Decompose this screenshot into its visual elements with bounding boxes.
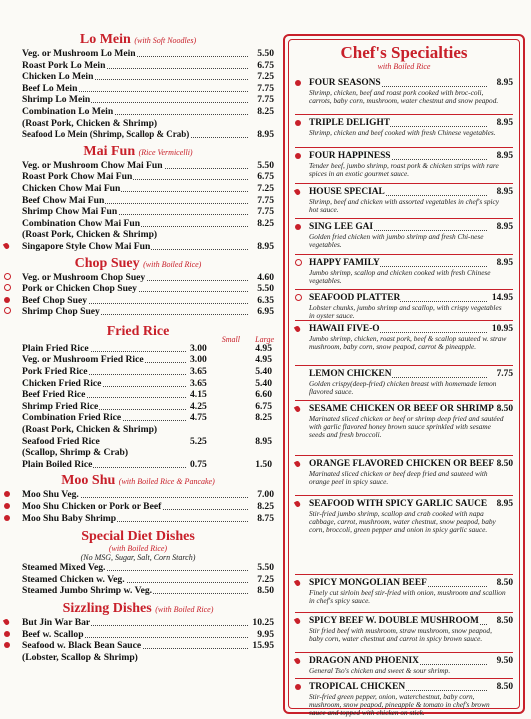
lo-mein-subtitle: (with Soft Noodles): [134, 36, 197, 45]
specialty-description: Shrimp, beef and chicken with assorted vegetables in chef's spicy hot sauce.: [309, 197, 500, 215]
menu-item: [0, 272, 276, 284]
item-name: Combination Chow Mai Fun: [22, 217, 141, 229]
menu-item: [0, 436, 276, 448]
item-name: Moo Shu Veg.: [22, 489, 79, 501]
filled-dot-icon: [4, 640, 10, 652]
filled-dot-icon: [4, 295, 10, 307]
filled-dot-icon: [295, 118, 301, 129]
menu-item: [0, 501, 276, 513]
menu-item: [0, 640, 276, 652]
fried-rice-list: [0, 343, 276, 471]
divider: [295, 612, 513, 613]
specialty-name: HAWAII FIVE-O: [309, 324, 380, 334]
item-name: Seafood Fried Rice: [22, 435, 100, 447]
diet-heading: [0, 529, 276, 544]
filled-dot-icon: [295, 222, 301, 233]
divider: [295, 254, 513, 255]
item-price: 7.75: [257, 206, 274, 218]
sizzling-title: Sizzling Dishes: [62, 600, 152, 616]
chop-suey-title: Chop Suey: [74, 255, 140, 271]
specialty-price: 8.95: [496, 187, 513, 197]
item-name: Moo Shu Chicken or Pork or Beef: [22, 501, 162, 512]
spicy-pepper-icon: [295, 404, 301, 415]
item-name: Seafood Lo Mein (Shrimp, Scallop & Crab): [22, 129, 190, 140]
moo-shu-subtitle: (with Boiled Rice & Pancake): [118, 477, 215, 487]
specialty-price: 8.95: [496, 258, 513, 268]
specialty-description: Finely cut sirloin beef stir-fried with onion, mushroom and scallion in chef's spicy sauce.: [309, 588, 506, 606]
menu-item: [0, 48, 276, 60]
specialty-name-row: [295, 118, 513, 129]
item-name: Veg. or Mushroom Chop Suey: [22, 271, 146, 283]
item-price: 9.95: [257, 628, 274, 640]
item-name: Veg. or Mushroom Lo Mein: [22, 48, 136, 59]
item-name: But Jin War Bar: [22, 616, 91, 628]
divider: [295, 455, 513, 456]
moo-shu-heading: [0, 473, 276, 489]
specialty-name-row: [295, 682, 513, 693]
small-price: 5.25: [190, 435, 207, 447]
menu-item: [0, 241, 276, 253]
divider: [295, 114, 513, 115]
chef-specialties-subtitle: with Boiled Rice: [377, 62, 431, 71]
item-name: Steamed Jumbo Shrimp w. Veg.: [22, 585, 153, 597]
small-price: 3.00: [190, 342, 207, 354]
item-name: (Roast Pork, Chicken & Shrimp): [22, 117, 158, 129]
item-price: 8.25: [257, 501, 274, 512]
specialty-name-row: [295, 324, 513, 335]
menu-item: [0, 513, 276, 525]
item-price: 5.50: [257, 562, 274, 574]
specialty-item: [295, 293, 513, 320]
chef-specialties-inner: [288, 39, 520, 718]
menu-item: [0, 574, 276, 586]
fried-rice-heading: [0, 323, 276, 344]
item-name: Beef Chow Mai Fun: [22, 194, 105, 206]
menu-item: [0, 60, 276, 72]
item-price: 15.95: [252, 640, 274, 652]
item-name: Veg. or Mushroom Fried Rice: [22, 354, 144, 366]
specialty-name-row: [295, 369, 513, 380]
specialty-price: 10.95: [491, 324, 513, 334]
specialty-price: 8.95: [496, 499, 513, 509]
large-price: 1.50: [255, 458, 272, 470]
specialty-price: 8.95: [496, 118, 513, 128]
spicy-pepper-icon: [295, 324, 301, 335]
diet-subtitle: (with Boiled Rice): [108, 544, 168, 554]
item-name: (Lobster, Scallop & Shrimp): [22, 651, 138, 663]
divider: [295, 183, 513, 184]
specialty-name: DRAGON AND PHOENIX: [309, 656, 419, 666]
item-name: Chicken Lo Mein: [22, 71, 94, 83]
menu-item: [0, 562, 276, 574]
large-price: 4.95: [255, 354, 272, 366]
specialty-name-row: [295, 616, 513, 627]
divider: [295, 365, 513, 366]
menu-item: [0, 401, 276, 413]
moo-shu-title: Moo Shu: [61, 473, 116, 489]
specialty-name: SEAFOOD PLATTER: [309, 293, 401, 303]
moo-shu-list: [0, 489, 276, 524]
chop-suey-heading: [0, 256, 276, 272]
small-price: 4.15: [190, 389, 207, 401]
specialty-description: General Tso's chicken and sweet & sour shrimp.: [309, 666, 451, 675]
large-price: 5.40: [255, 366, 272, 378]
divider: [295, 495, 513, 496]
menu-item-note: [0, 118, 276, 130]
large-price: 4.95: [255, 342, 272, 354]
specialty-name-row: [295, 187, 513, 198]
mai-fun-list: [0, 160, 276, 253]
divider: [295, 652, 513, 653]
specialty-description: Shrimp, chicken and beef cooked with fresh Chinese vegetables.: [309, 128, 496, 137]
spicy-pepper-icon: [295, 187, 301, 198]
specialty-name: SEAFOOD WITH SPICY GARLIC SAUCE: [309, 499, 488, 509]
mai-fun-heading: [0, 144, 276, 160]
specialty-description: Tender beef, jumbo shrimp, roast pork & chicken strips with rare spices in an exotic gourmet sauce.: [309, 161, 499, 179]
specialty-description: Jumbo shrimp, scallop and chicken cooked with fresh Chinese vegetables.: [309, 268, 491, 286]
specialty-description: Jumbo shrimp, chicken, roast pork, beef & scallop sauteed w. straw mushroom, baby corn, snow peapod, carrot & pineapple.: [309, 334, 507, 352]
menu-item: [0, 83, 276, 95]
item-name: Shrimp Chop Suey: [22, 306, 100, 318]
item-name: Combination Fried Rice: [22, 412, 122, 424]
item-name: (Roast Pork, Chicken & Shrimp): [22, 229, 158, 241]
item-name: Shrimp Lo Mein: [22, 94, 91, 106]
specialty-price: 8.50: [496, 404, 513, 414]
mai-fun-title: Mai Fun: [83, 143, 136, 159]
specialty-description: Stir fried beef with mushroom, straw mushroom, snow peapod, baby corn, water chestnut and carrot in spicy brown sauce.: [309, 626, 492, 644]
small-price: 3.65: [190, 377, 207, 389]
diet-list: [0, 562, 276, 597]
small-price: 3.65: [190, 366, 207, 378]
sizzling-list: [0, 617, 276, 663]
menu-item: [0, 378, 276, 390]
menu-item: [0, 283, 276, 295]
specialty-item: [295, 499, 513, 535]
large-price: 8.95: [255, 435, 272, 447]
sizzling-subtitle: (with Boiled Rice): [155, 604, 214, 614]
spicy-pepper-icon: [295, 656, 301, 667]
menu-item: [0, 354, 276, 366]
specialty-item: [295, 258, 513, 285]
filled-dot-icon: [4, 501, 10, 513]
left-column: [0, 32, 276, 663]
specialty-price: 9.50: [496, 656, 513, 666]
circle-icon: [295, 293, 302, 304]
menu-item: [0, 585, 276, 597]
diet-title: Special Diet Dishes: [81, 529, 195, 545]
item-name: Steamed Chicken w. Veg.: [22, 573, 125, 585]
small-price: 0.75: [190, 458, 207, 470]
specialty-item: [295, 118, 513, 137]
filled-dot-icon: [295, 682, 301, 693]
item-name: Roast Pork Lo Mein: [22, 59, 106, 71]
specialty-name: FOUR HAPPINESS: [309, 151, 391, 161]
item-name: Moo Shu Baby Shrimp: [22, 512, 117, 524]
menu-item: [0, 412, 276, 424]
chef-specialties-box: [283, 34, 525, 718]
menu-item-note: [0, 229, 276, 241]
item-name: Combination Lo Mein: [22, 105, 114, 117]
sizzling-heading: [0, 601, 276, 617]
item-price: 5.50: [257, 159, 274, 171]
item-price: 6.75: [257, 171, 274, 183]
specialty-price: 8.50: [496, 616, 513, 626]
menu-item: [0, 295, 276, 307]
menu-item: [0, 306, 276, 318]
specialty-item: [295, 78, 513, 105]
item-name: (Roast Pork, Chicken & Shrimp): [22, 424, 158, 436]
menu-item: [0, 629, 276, 641]
specialty-name-row: [295, 499, 513, 510]
specialty-item: [295, 656, 513, 675]
specialty-name: TRIPLE DELIGHT: [309, 118, 391, 128]
spicy-pepper-icon: [295, 499, 301, 510]
circle-icon: [295, 258, 302, 269]
item-name: Veg. or Mushroom Chow Mai Fun: [22, 159, 163, 171]
menu-item: [0, 389, 276, 401]
specialty-description: Stir-fried jumbo shrimp, scallop and crab cooked with napa cabbage, carrot, mushroom, water chestnut, snow peapod, baby corn, broccoli, green pepper and onion in spicy garlic sauce.: [309, 509, 496, 535]
menu-item: [0, 489, 276, 501]
small-label: Small: [221, 334, 240, 344]
menu-item: [0, 183, 276, 195]
specialty-price: 8.95: [496, 78, 513, 88]
divider: [295, 400, 513, 401]
lo-mein-heading: [0, 32, 276, 48]
specialty-item: [295, 459, 513, 486]
item-name: Beef w. Scallop: [22, 628, 84, 640]
item-name: Beef Lo Mein: [22, 82, 78, 94]
filled-dot-icon: [295, 78, 301, 89]
item-price: 7.25: [257, 573, 274, 585]
item-price: 7.75: [257, 194, 274, 206]
specialty-name: HOUSE SPECIAL: [309, 187, 385, 197]
small-price: 3.00: [190, 354, 207, 366]
specialty-description: Golden crispy(deep-fried) chicken breast with homemade lemon flavored sauce.: [309, 379, 497, 397]
specialty-price: 8.50: [496, 682, 513, 692]
lo-mein-list: [0, 48, 276, 141]
item-price: 6.75: [257, 59, 274, 71]
specialty-item: [295, 324, 513, 351]
item-name: Pork or Chicken Chop Suey: [22, 283, 137, 295]
filled-dot-icon: [4, 489, 10, 501]
item-name: Chicken Fried Rice: [22, 377, 102, 389]
specialty-name-row: [295, 293, 513, 304]
item-price: 10.25: [252, 616, 274, 628]
specialty-name-row: [295, 78, 513, 89]
item-price: 8.50: [257, 585, 274, 597]
divider: [295, 147, 513, 148]
specialty-item: [295, 404, 513, 440]
menu-item-note: [0, 424, 276, 436]
specialty-name-row: [295, 459, 513, 470]
specialty-price: 8.95: [496, 151, 513, 161]
specialty-item: [295, 578, 513, 605]
item-price: 6.95: [257, 306, 274, 318]
specialty-name-row: [295, 258, 513, 269]
specialty-description: Marinated sliced chicken or beef or shrimp deep fried and sautéed with garlic flavored honey brown sauce sprinkled with sesame seeds and fresh broccoli.: [309, 414, 504, 440]
item-name: Plain Boiled Rice: [22, 458, 93, 470]
large-price: 5.40: [255, 377, 272, 389]
spicy-pepper-icon: [295, 578, 301, 589]
menu-item-note: [0, 447, 276, 459]
divider: [295, 574, 513, 575]
item-name: (Scallop, Shrimp & Crab): [22, 447, 129, 459]
specialty-name: FOUR SEASONS: [309, 78, 381, 88]
item-price: 8.25: [257, 217, 274, 229]
large-label: Large: [255, 334, 274, 344]
filled-dot-icon: [4, 629, 10, 641]
item-price: 8.75: [257, 512, 274, 524]
specialty-name-row: [295, 578, 513, 589]
item-price: 5.50: [257, 48, 274, 59]
specialty-name: SESAME CHICKEN OR BEEF OR SHRIMP: [309, 404, 494, 414]
specialty-name: LEMON CHICKEN: [309, 369, 392, 379]
filled-dot-icon: [4, 513, 10, 525]
specialty-item: [295, 187, 513, 214]
specialty-name: SPICY BEEF W. DOUBLE MUSHROOM: [309, 616, 479, 626]
specialty-name: TROPICAL CHICKEN: [309, 682, 406, 692]
specialty-description: Golden fried chicken with jumbo shrimp and fresh Chi-nese vegetables.: [309, 232, 484, 250]
filled-dot-icon: [295, 151, 301, 162]
lo-mein-title: Lo Mein: [79, 32, 131, 47]
item-name: Shrimp Chow Mai Fun: [22, 206, 118, 218]
specialty-price: 8.50: [496, 459, 513, 469]
specialty-description: Lobster chunks, jumbo shrimp and scallop, with crispy vegetables in oyster sauce.: [309, 303, 502, 321]
menu-item: [0, 94, 276, 106]
specialty-name: ORANGE FLAVORED CHICKEN OR BEEF: [309, 459, 495, 469]
item-name: Shrimp Fried Rice: [22, 400, 99, 412]
menu-item: [0, 171, 276, 183]
menu-item: [0, 617, 276, 629]
specialty-price: 8.95: [496, 222, 513, 232]
specialty-name-row: [295, 656, 513, 667]
menu-item-note: [0, 652, 276, 664]
item-name: Steamed Mixed Veg.: [22, 562, 106, 574]
menu-item: [0, 71, 276, 83]
specialty-description: Marinated sliced chicken or beef deep fried and sauteed with orange peel in spicy sauce.: [309, 469, 488, 487]
circle-icon: [4, 306, 11, 318]
diet-note: (No MSG, Sugar, Salt, Corn Starch): [80, 553, 196, 563]
specialty-description: Stir-fried green pepper, onion, waterchestnut, baby corn, mushroom, snow peapod, pineapple & tomato in chef's brown sauce and topped with chicken on stick.: [309, 692, 490, 718]
large-price: 6.60: [255, 389, 272, 401]
divider: [295, 289, 513, 290]
mai-fun-subtitle: (Rice Vermicelli): [138, 147, 193, 157]
menu-item: [0, 106, 276, 118]
item-name: Chicken Chow Mai Fun: [22, 182, 121, 194]
spicy-pepper-icon: [4, 617, 10, 629]
item-name: Singapore Style Chow Mai Fun: [22, 240, 151, 252]
specialty-name: HAPPY FAMILY: [309, 258, 380, 268]
item-name: Seafood w. Black Bean Sauce: [22, 640, 142, 652]
menu-item: [0, 343, 276, 355]
specialty-price: 7.75: [496, 369, 513, 379]
divider: [295, 678, 513, 679]
circle-icon: [4, 283, 11, 295]
specialty-item: [295, 151, 513, 178]
menu-item: [0, 206, 276, 218]
item-price: 7.25: [257, 182, 274, 194]
divider: [295, 218, 513, 219]
menu-item: [0, 459, 276, 471]
spicy-pepper-icon: [4, 241, 10, 253]
item-price: 8.25: [257, 105, 274, 117]
divider: [295, 320, 513, 321]
menu-item: [0, 366, 276, 378]
item-price: 7.75: [257, 82, 274, 94]
chop-suey-subtitle: (with Boiled Rice): [143, 259, 202, 269]
menu-item: [0, 129, 276, 141]
spicy-pepper-icon: [295, 616, 301, 627]
large-price: 6.75: [255, 400, 272, 412]
specialty-name: SING LEE GAI: [309, 222, 374, 232]
small-price: 4.25: [190, 400, 207, 412]
small-price: 4.75: [190, 412, 207, 424]
specialty-price: 14.95: [491, 293, 513, 303]
item-price: 8.95: [257, 129, 274, 141]
item-name: Roast Pork Chow Mai Fun: [22, 171, 133, 183]
item-name: Beef Fried Rice: [22, 389, 86, 401]
spicy-pepper-icon: [295, 459, 301, 470]
specialty-item: [295, 682, 513, 718]
item-price: 7.75: [257, 94, 274, 106]
circle-icon: [4, 272, 11, 284]
specialty-item: [295, 222, 513, 249]
menu-item: [0, 195, 276, 207]
item-name: Beef Chop Suey: [22, 294, 88, 306]
menu-item: [0, 160, 276, 172]
item-price: 8.95: [257, 240, 274, 252]
specialty-description: Shrimp, chicken, beef and roast pork cooked with broc-coli, carrots, baby corn, mushroom, water chestnut and snow peapod.: [309, 88, 499, 106]
fried-rice-title: Fried Rice: [106, 323, 170, 339]
menu-item: [0, 218, 276, 230]
item-price: 7.00: [257, 489, 274, 501]
specialty-name: SPICY MONGOLIAN BEEF: [309, 578, 427, 588]
item-name: Pork Fried Rice: [22, 366, 88, 378]
specialty-item: [295, 369, 513, 396]
specialty-name-row: [295, 151, 513, 162]
item-price: 7.25: [257, 71, 274, 83]
specialty-price: 8.50: [496, 578, 513, 588]
item-name: Plain Fried Rice: [22, 342, 89, 354]
item-price: 5.50: [257, 283, 274, 295]
chef-specialties-title: Chef's Specialties: [340, 43, 468, 62]
item-price: 4.60: [257, 271, 274, 283]
chop-suey-list: [0, 272, 276, 318]
specialty-name-row: [295, 222, 513, 233]
specialty-name-row: [295, 404, 513, 415]
item-price: 6.35: [257, 294, 274, 306]
specialty-item: [295, 616, 513, 643]
large-price: 8.25: [255, 412, 272, 424]
